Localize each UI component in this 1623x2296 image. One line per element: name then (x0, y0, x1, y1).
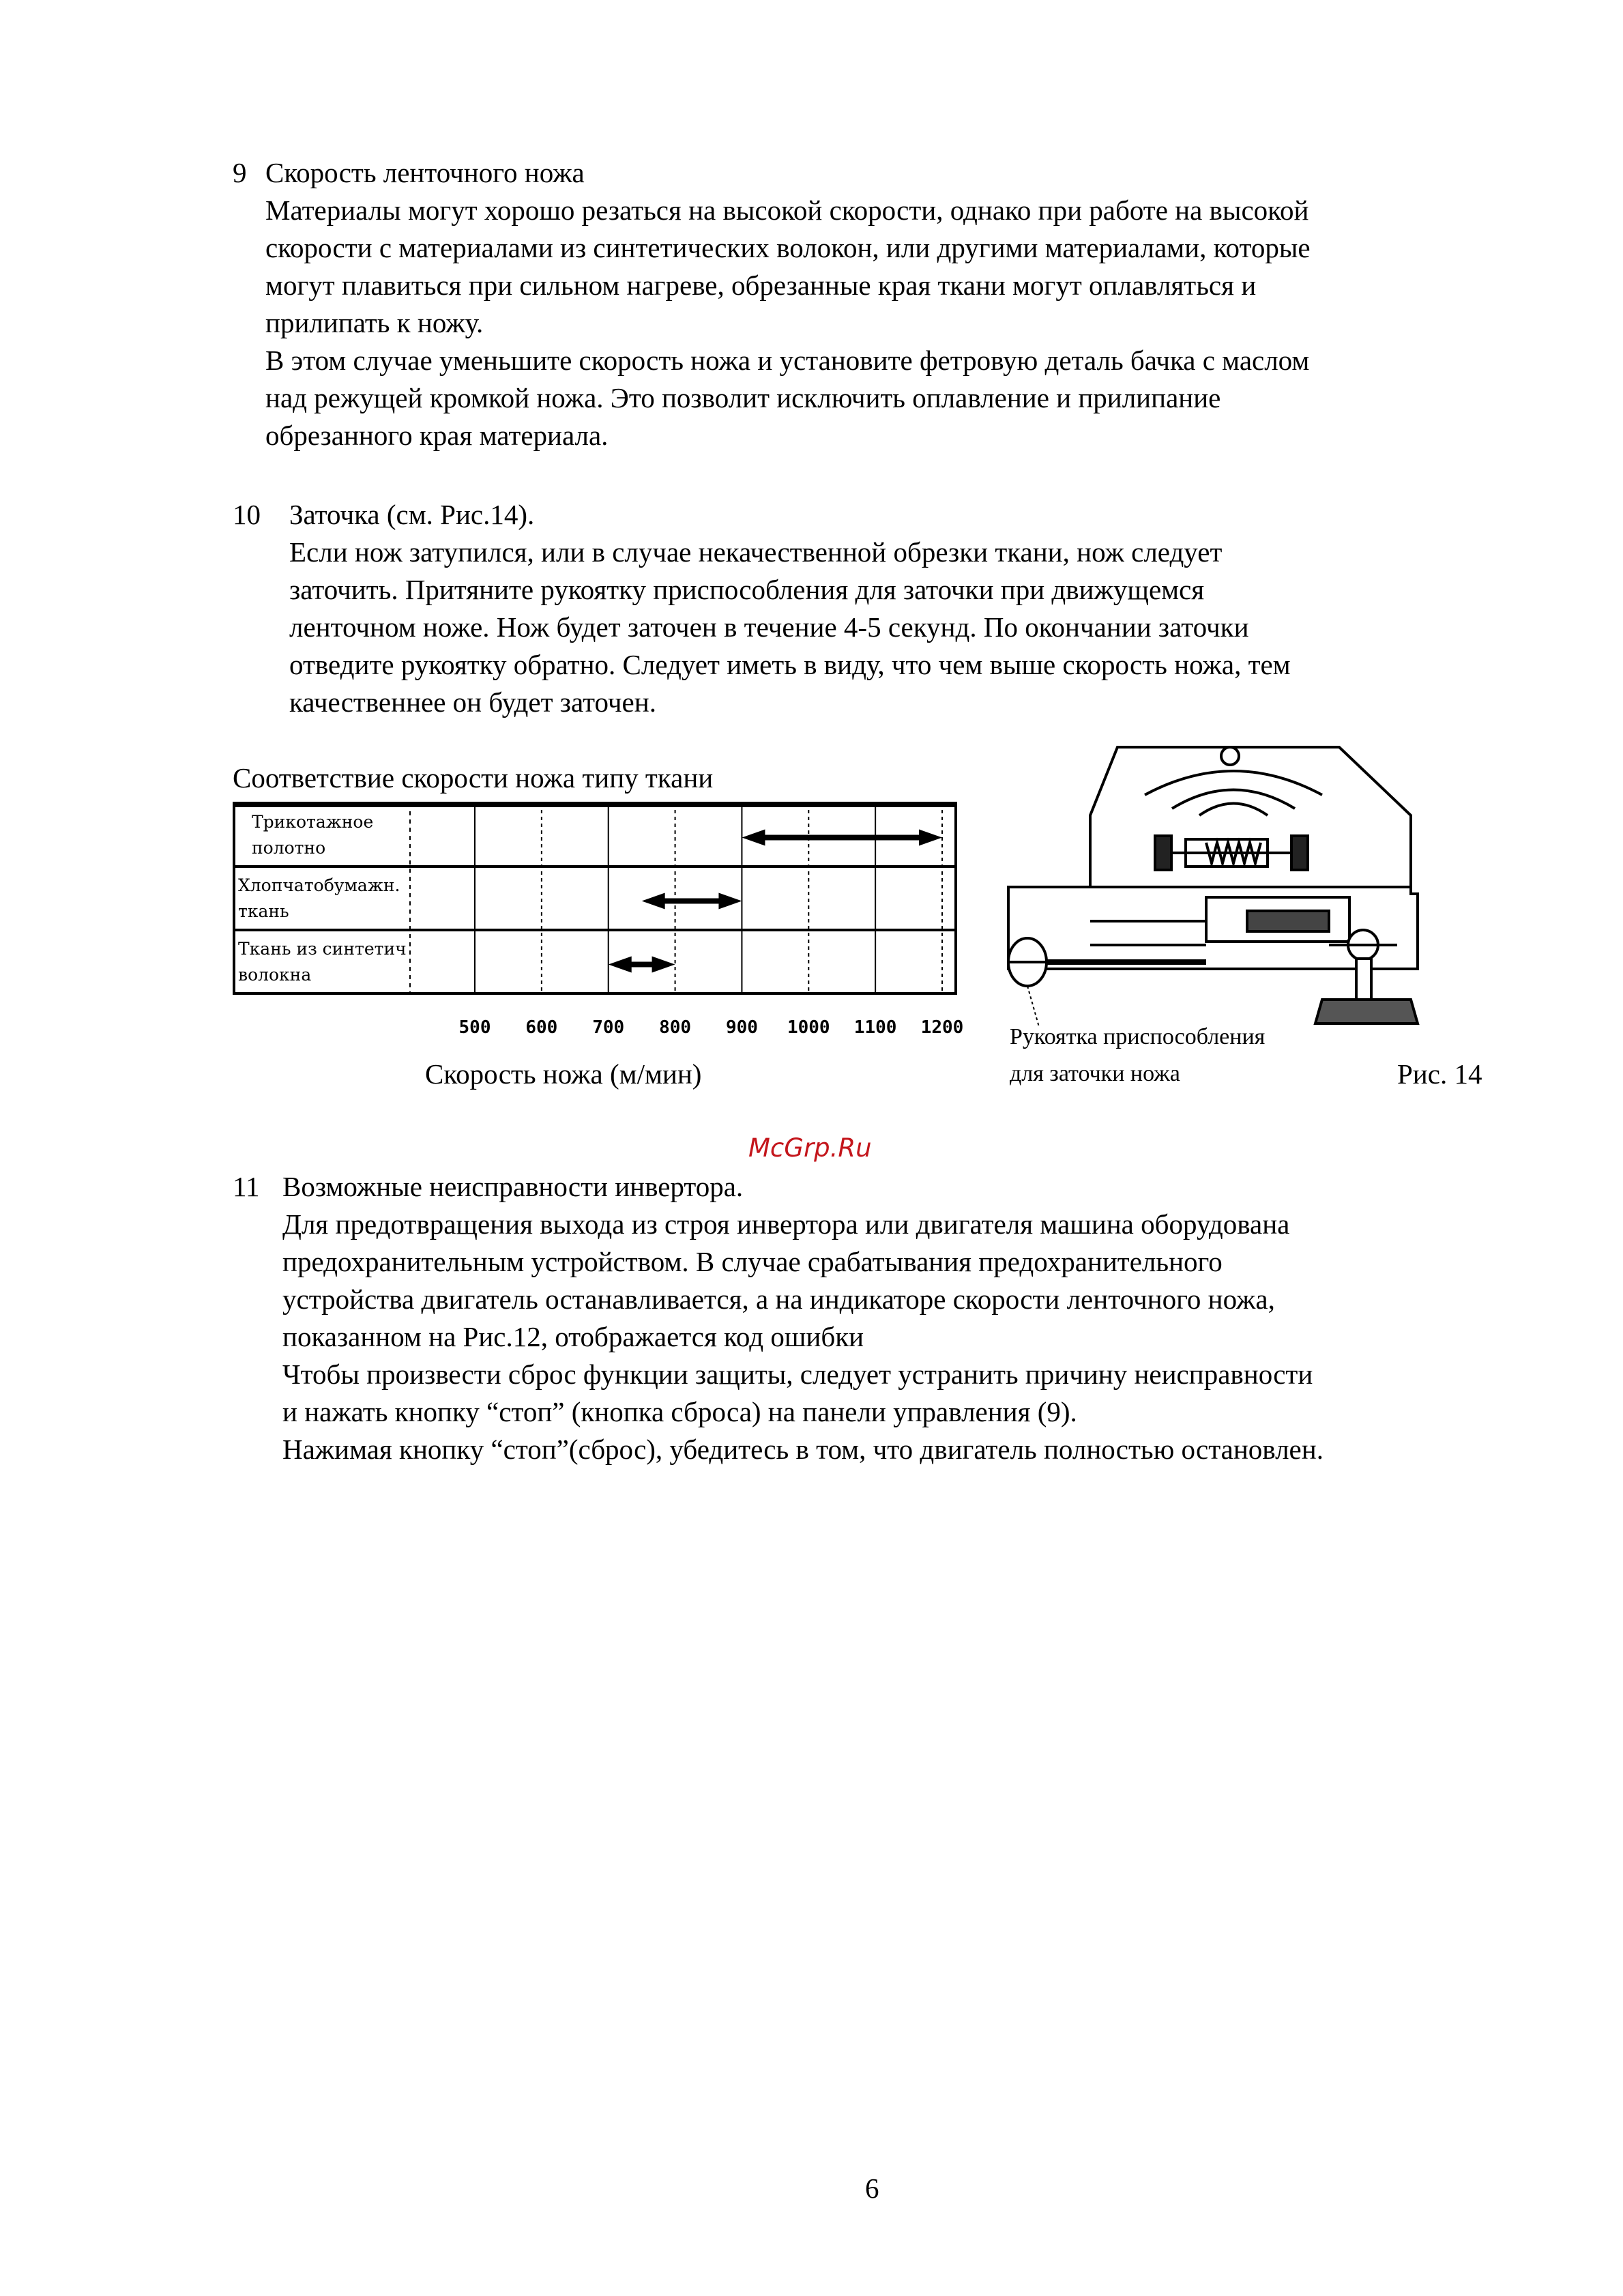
left-wheel (1155, 836, 1171, 870)
adjust-stem (1356, 959, 1371, 1000)
section-11-line: показанном на Рис.12, отображается код ошибки (282, 1321, 864, 1352)
section-10-title: Заточка (см. Рис.14). (289, 499, 535, 530)
arrow-head-left (642, 893, 665, 910)
chart-x-axis-label: Скорость ножа (м/мин) (425, 1058, 702, 1090)
chart-tick-label: 500 (458, 1017, 491, 1038)
section-10-line: Если нож затупился, или в случае некачественной обрезки ткани, нож следует (289, 536, 1223, 568)
chart-tick-label: 800 (659, 1017, 692, 1038)
section-10-line: ленточном ноже. Нож будет заточен в течение 4-5 секунд. По окончании заточки (289, 611, 1249, 643)
page-number: 6 (865, 2173, 879, 2204)
chart-title: Соответствие скорости ножа типу ткани (233, 762, 714, 794)
figure-label: Рис. 14 (1397, 1058, 1482, 1090)
housing-top-circle (1221, 747, 1239, 765)
figure-caption-line: Рукоятка приспособления (1010, 1024, 1266, 1049)
adjust-foot (1315, 1000, 1418, 1023)
section-11-body (282, 1206, 1324, 1468)
chart-tick-label: 600 (525, 1017, 558, 1038)
right-wheel (1291, 836, 1308, 870)
section-11-title: Возможные неисправности инвертора. (282, 1171, 744, 1202)
section-10-line: отведите рукоятку обратно. Следует иметь в виду, что чем выше скорость ножа, тем (289, 649, 1291, 680)
arrow-head-right (652, 957, 675, 973)
section-9-body (265, 192, 1311, 454)
arrow-head-left (609, 957, 632, 973)
section-11-number: 11 (233, 1171, 260, 1202)
arrow-head-right (718, 893, 742, 910)
section-11-line: предохранительным устройством. В случае срабатывания предохранительного (282, 1246, 1223, 1277)
section-9-number: 9 (233, 157, 247, 188)
speed-chart (233, 795, 969, 1054)
section-10-body (289, 534, 1291, 721)
chart-row-label: ткань (238, 901, 289, 921)
housing-arch-small (1199, 804, 1268, 816)
section-11-line: Нажимая кнопку “стоп”(сброс), убедитесь в том, что двигатель полностью остановлен. (282, 1434, 1324, 1465)
chart-row-label: волокна (238, 965, 312, 985)
chart-tick-label: 700 (592, 1017, 625, 1038)
leader-line (1027, 986, 1039, 1027)
sharpener-diagram (1001, 740, 1438, 1041)
section-9-line: Материалы могут хорошо резаться на высокой скорости, однако при работе на высокой (265, 194, 1309, 226)
section-10-line: заточить. Притяните рукоятку приспособления для заточки при движущемся (289, 574, 1205, 605)
section-10-line: качественнее он будет заточен. (289, 686, 656, 718)
chart-tick-label: 1200 (920, 1017, 964, 1038)
chart-tick-label: 900 (725, 1017, 758, 1038)
arrow-head-right (919, 830, 942, 846)
watermark: McGrp.Ru (748, 1133, 872, 1163)
section-9-line: скорости с материалами из синтетических волокон, или другими материалами, которые (265, 232, 1311, 263)
section-11-line: Чтобы произвести сброс функции защиты, следует устранить причину неисправности (282, 1358, 1313, 1390)
section-11-line: устройства двигатель останавливается, а на индикаторе скорости ленточного ножа, (282, 1283, 1275, 1315)
chart-row-label: Хлопчатобумажн. (238, 875, 400, 895)
chart-tick-label: 1000 (787, 1017, 830, 1038)
mechanism-plate (1247, 911, 1329, 931)
section-9-line: обрезанного края материала. (265, 420, 609, 451)
chart-row-label: полотно (252, 838, 326, 858)
chart-row-label: Ткань из синтетич (238, 939, 407, 959)
chart-tick-label: 1100 (853, 1017, 897, 1038)
section-11-line: Для предотвращения выхода из строя инвертора или двигателя машина оборудована (282, 1208, 1290, 1240)
section-9-title: Скорость ленточного ножа (265, 157, 585, 188)
chart-row-label: Трикотажное (252, 812, 374, 832)
section-11-line: и нажать кнопку “стоп” (кнопка сброса) на панели управления (9). (282, 1396, 1077, 1427)
housing-arch (1145, 771, 1322, 795)
section-10-number: 10 (233, 499, 261, 530)
arrow-head-left (742, 830, 765, 846)
section-9-line: могут плавиться при сильном нагреве, обрезанные края ткани могут оплавляться и (265, 270, 1257, 301)
section-9-line: прилипать к ножу. (265, 307, 484, 338)
section-9-line: над режущей кромкой ножа. Это позволит исключить оплавление и прилипание (265, 382, 1221, 413)
housing-arch-inner (1172, 790, 1295, 809)
section-9-line: В этом случае уменьшите скорость ножа и установите фетровую деталь бачка с маслом (265, 345, 1310, 376)
figure-caption-line: для заточки ножа (1010, 1061, 1180, 1086)
